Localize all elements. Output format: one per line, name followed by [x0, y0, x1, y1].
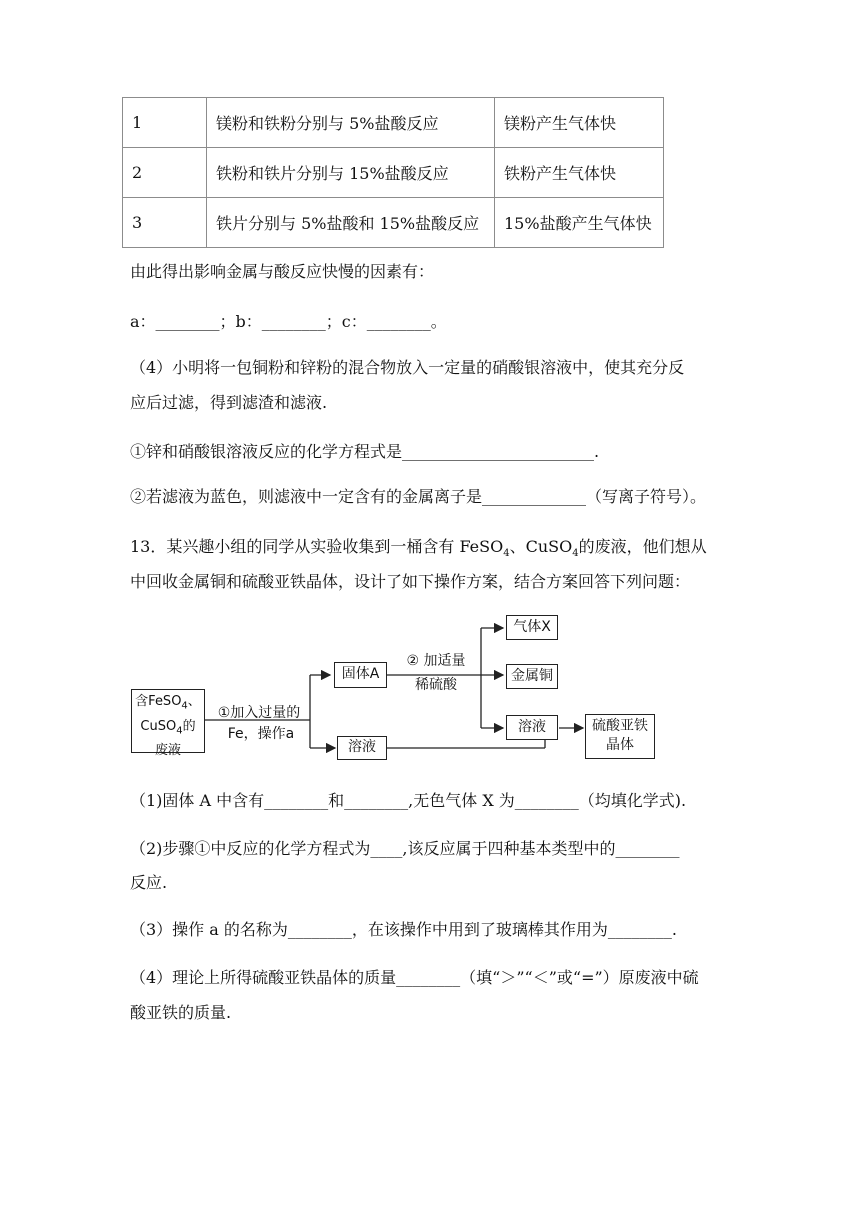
conclusion-text: 由此得出影响金属与酸反应快慢的因素有：	[130, 262, 435, 281]
step1-label-line2: Fe，操作a	[227, 726, 295, 742]
part-4-line1: （4）理论上所得硫酸亚铁晶体的质量________（填“＞”“＜”或“=”）原废液中硫	[130, 968, 699, 987]
question-4-line2: 应后过滤，得到滤渣和滤液.	[130, 393, 328, 412]
result-cell: 铁粉产生气体快	[495, 148, 664, 198]
experiment-cell: 镁粉和铁粉分别与 5%盐酸反应	[207, 98, 495, 148]
row-number-cell: 1	[123, 98, 207, 148]
step1-label-line1: ①加入过量的	[217, 705, 301, 721]
result-cell: 镁粉产生气体快	[495, 98, 664, 148]
solution-upper-box: 溶液	[506, 715, 558, 740]
factor-blanks: a：________；b：________；c：________。	[130, 312, 447, 331]
part-4-line2: 酸亚铁的质量.	[130, 1003, 232, 1022]
part-3-text: （3）操作 a 的名称为________，在该操作中用到了玻璃棒其作用为________.	[130, 920, 677, 939]
question-13-line1: 13．某兴趣小组的同学从实验收集到一桶含有 FeSO$_4$、CuSO$_4$的废液，他们想从	[130, 537, 707, 560]
step2-label-line1: ② 加适量	[406, 653, 466, 669]
experiment-cell: 铁片分别与 5%盐酸和 15%盐酸反应	[207, 198, 495, 248]
question-13-line2: 中回收金属铜和硫酸亚铁晶体，设计了如下操作方案，结合方案回答下列问题：	[130, 572, 691, 591]
copper-box: 金属铜	[506, 664, 558, 689]
part-1-text: （1)固体 A 中含有________和________,无色气体 X 为________（均填化学式).	[130, 791, 687, 810]
step2-label-line2: 稀硫酸	[415, 677, 457, 693]
row-number-cell: 2	[123, 148, 207, 198]
question-4-sub2: ②若滤液为蓝色，则滤液中一定含有的金属离子是_____________（写离子符号）。	[130, 487, 707, 506]
solid-a-box: 固体A	[334, 662, 387, 688]
table-row	[123, 98, 664, 148]
part-2-line2: 反应.	[130, 873, 168, 892]
row-number-cell: 3	[123, 198, 207, 248]
experiment-table	[122, 97, 664, 248]
table-row	[123, 148, 664, 198]
experiment-cell: 铁粉和铁片分别与 15%盐酸反应	[207, 148, 495, 198]
result-cell: 15%盐酸产生气体快	[495, 198, 664, 248]
question-4-line1: （4）小明将一包铜粉和锌粉的混合物放入一定量的硝酸银溶液中，使其充分反	[130, 358, 685, 377]
ferrous-sulfate-crystal-box: 硫酸亚铁 晶体	[585, 714, 655, 759]
table-row	[123, 198, 664, 248]
waste-liquid-box: 含FeSO$_4$、 CuSO$_4$的 废液	[131, 689, 205, 753]
process-flow-diagram	[125, 605, 655, 767]
solution-lower-box: 溶液	[337, 736, 387, 760]
part-2-line1: （2)步骤①中反应的化学方程式为____,该反应属于四种基本类型中的________	[130, 839, 680, 858]
question-4-sub1: ①锌和硝酸银溶液反应的化学方程式是________________________.	[130, 442, 600, 461]
gas-x-box: 气体X	[506, 615, 558, 640]
